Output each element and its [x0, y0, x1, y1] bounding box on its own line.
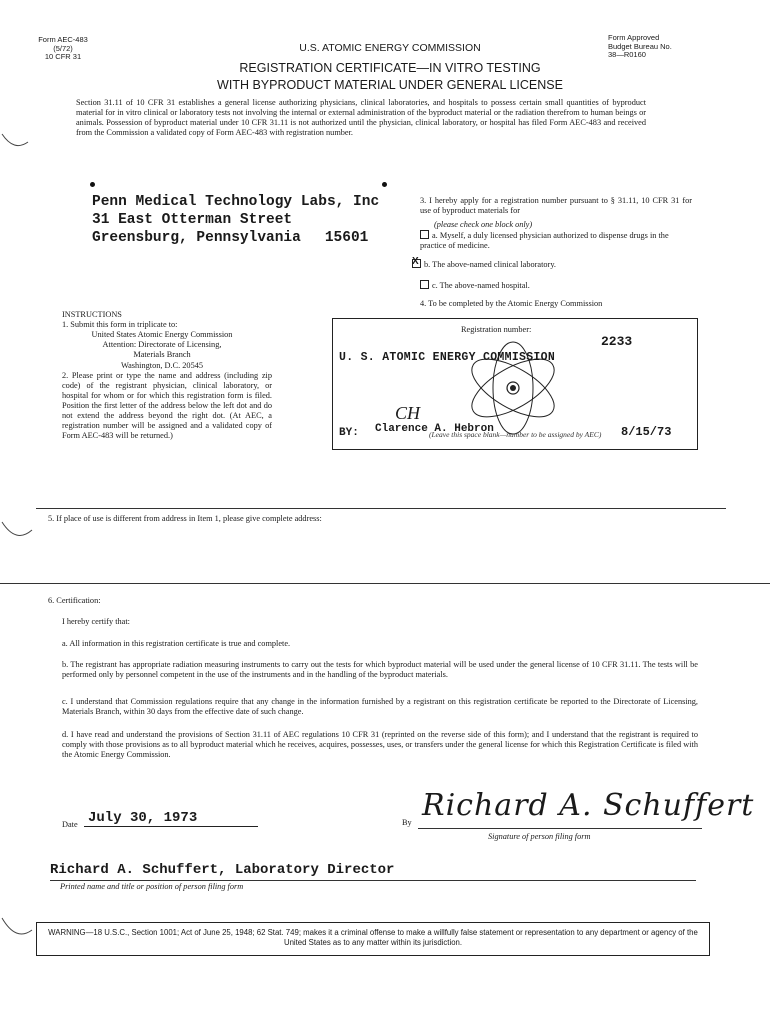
- instruction-address-line1: United States Atomic Energy Commission: [91, 330, 233, 340]
- instructions-title: INSTRUCTIONS: [62, 310, 122, 319]
- item6-certify: I hereby certify that:: [62, 617, 130, 626]
- option-c-checkbox[interactable]: [420, 280, 429, 289]
- printed-name-line: [50, 880, 696, 881]
- address-line2: 31 East Otterman Street: [92, 212, 293, 228]
- item3-note: (please check one block only): [434, 220, 533, 229]
- printed-name-caption: Printed name and title or position of person filing form: [60, 882, 244, 891]
- cert-c: c. I understand that Commission regulations require that any change in the information furnished by a registrant on this registration certificate be reported to the Directorate of Licensing, Materials Branch, within 30 days from the effective date of such change.: [62, 697, 698, 717]
- printed-name: Richard A. Schuffert, Laboratory Director: [50, 862, 395, 878]
- agency-name: U.S. ATOMIC ENERGY COMMISSION: [299, 42, 481, 54]
- leave-blank-note: (Leave this space blank—number to be assigned by AEC): [429, 430, 602, 439]
- warning-text: WARNING—18 U.S.C., Section 1001; Act of June 25, 1948; 62 Stat. 749; makes it a criminal offense to make a willfully false statement or representation to any department or agency of the United States as to any matter within its jurisdiction.: [48, 928, 698, 948]
- cert-a: a. All information in this registration certificate is true and complete.: [62, 639, 291, 648]
- by-label: BY:: [339, 427, 359, 439]
- signature-caption: Signature of person filing form: [488, 832, 591, 841]
- option-a-label: a. Myself, a duly licensed physician authorized to dispense drugs in the practice of medicine.: [420, 231, 669, 251]
- registration-label: Registration number:: [461, 325, 532, 334]
- registrant-address: [92, 193, 379, 247]
- date-value: July 30, 1973: [84, 810, 258, 827]
- option-c-row[interactable]: [420, 280, 692, 291]
- right-dot: [382, 182, 387, 187]
- option-a-row[interactable]: [420, 230, 692, 251]
- instruction-address-line4: Washington, D.C. 20545: [120, 360, 204, 370]
- date-label: Date: [62, 820, 78, 829]
- form-approved: Form Approved: [608, 33, 660, 42]
- item6-title: 6. Certification:: [48, 596, 101, 605]
- aec-stamp: U. S. ATOMIC ENERGY COMMISSION: [339, 351, 556, 364]
- form-id-block: [28, 36, 98, 62]
- aec-initials: CH: [395, 403, 421, 423]
- divider: [36, 508, 726, 509]
- form-cfr: 10 CFR 31: [44, 52, 82, 62]
- form-id: Form AEC-483: [38, 35, 88, 44]
- registration-number: 2233: [601, 334, 633, 349]
- option-a-checkbox[interactable]: [420, 230, 429, 239]
- intro-paragraph: Section 31.11 of 10 CFR 31 establishes a general license authorizing physicians, clinical laboratories, and hospitals to possess certain small quantities of byproduct material for in vitro clinical or laboratory tests not involving the internal or external administration of the byproduct material or the radiation therefrom to human beings or animals. Possession of byproduct material under 10 CFR 31.11 is not authorized until the physician, clinical laboratory, or hospital has filed Form AEC-483 and received from the Commission a validated copy of Form AEC-483 with registration number.: [76, 98, 646, 138]
- instruction-address: [62, 330, 262, 370]
- signature-line: [418, 828, 702, 829]
- instruction-2: 2. Please print or type the name and address (including zip code) of the registrant physician, clinical laboratory, or hospital for whom or for which this registration form is filed. Position the first letter of the address below the left dot and do not extend the address beyond the right dot. (At AEC, a registration number will be assigned and a validated copy of Form AEC-483 will be returned.): [62, 370, 272, 441]
- aec-official-name: Clarence A. Hebron: [375, 423, 494, 435]
- punch-mark-icon: [0, 916, 34, 946]
- aec-date: 8/15/73: [621, 425, 672, 439]
- instruction-address-line2: Attention: Directorate of Licensing,: [102, 340, 222, 350]
- form-title-line2: WITH BYPRODUCT MATERIAL UNDER GENERAL LICENSE: [217, 78, 563, 92]
- punch-mark-icon: [0, 520, 34, 546]
- handwritten-signature: Richard A. Schuffert: [422, 788, 755, 823]
- instruction-address-line3: Materials Branch: [133, 350, 191, 360]
- by-label: By: [402, 818, 412, 827]
- option-c-label: c. The above-named hospital.: [432, 281, 530, 290]
- form-date: (5/72): [53, 43, 73, 53]
- budget-number: 38—R0160: [608, 50, 646, 60]
- address-line1: Penn Medical Technology Labs, Inc: [92, 194, 380, 210]
- warning-box: [36, 922, 710, 956]
- cert-b: b. The registrant has appropriate radiation measuring instruments to carry out the tests for which byproduct material will be used under the general license of 10 CFR 31.11. The tests will be performed only by personnel competent in the use of the instruments and in the handling of the byproduct materials.: [62, 660, 698, 680]
- budget-bureau: Budget Bureau No.: [608, 41, 672, 51]
- option-b-checkbox[interactable]: [412, 256, 421, 268]
- cert-d: d. I have read and understand the provisions of Section 31.11 of AEC regulations 10 CFR 31 (reprinted on the reverse side of this form); and I understand that the registrant is required to comply with those provisions as to all byproduct material which he receives, acquires, possesses, uses, or transfers under the general license for which this Registration Certificate is filed with the Atomic Energy Commission.: [62, 730, 698, 760]
- address-zip: 15601: [324, 230, 369, 246]
- divider: [0, 583, 770, 584]
- address-line3: Greensburg, Pennsylvania: [92, 230, 301, 246]
- aec-registration-box: [332, 318, 698, 450]
- item3-text: 3. I hereby apply for a registration number pursuant to § 31.11, 10 CFR 31 for use of byproduct materials for: [420, 196, 692, 216]
- instructions: [62, 310, 272, 441]
- item4-text: 4. To be completed by the Atomic Energy Commission: [420, 299, 603, 308]
- left-dot: [90, 182, 95, 187]
- form-title-line1: REGISTRATION CERTIFICATE—IN VITRO TESTING: [239, 61, 541, 75]
- option-b-row[interactable]: [412, 256, 692, 270]
- instruction-1: 1. Submit this form in triplicate to:: [62, 320, 178, 330]
- option-b-label: b. The above-named clinical laboratory.: [424, 260, 557, 269]
- punch-mark-icon: [0, 130, 30, 160]
- option-b-check-mark: X: [412, 256, 419, 267]
- item5-text: 5. If place of use is different from address in Item 1, please give complete address:: [48, 514, 322, 523]
